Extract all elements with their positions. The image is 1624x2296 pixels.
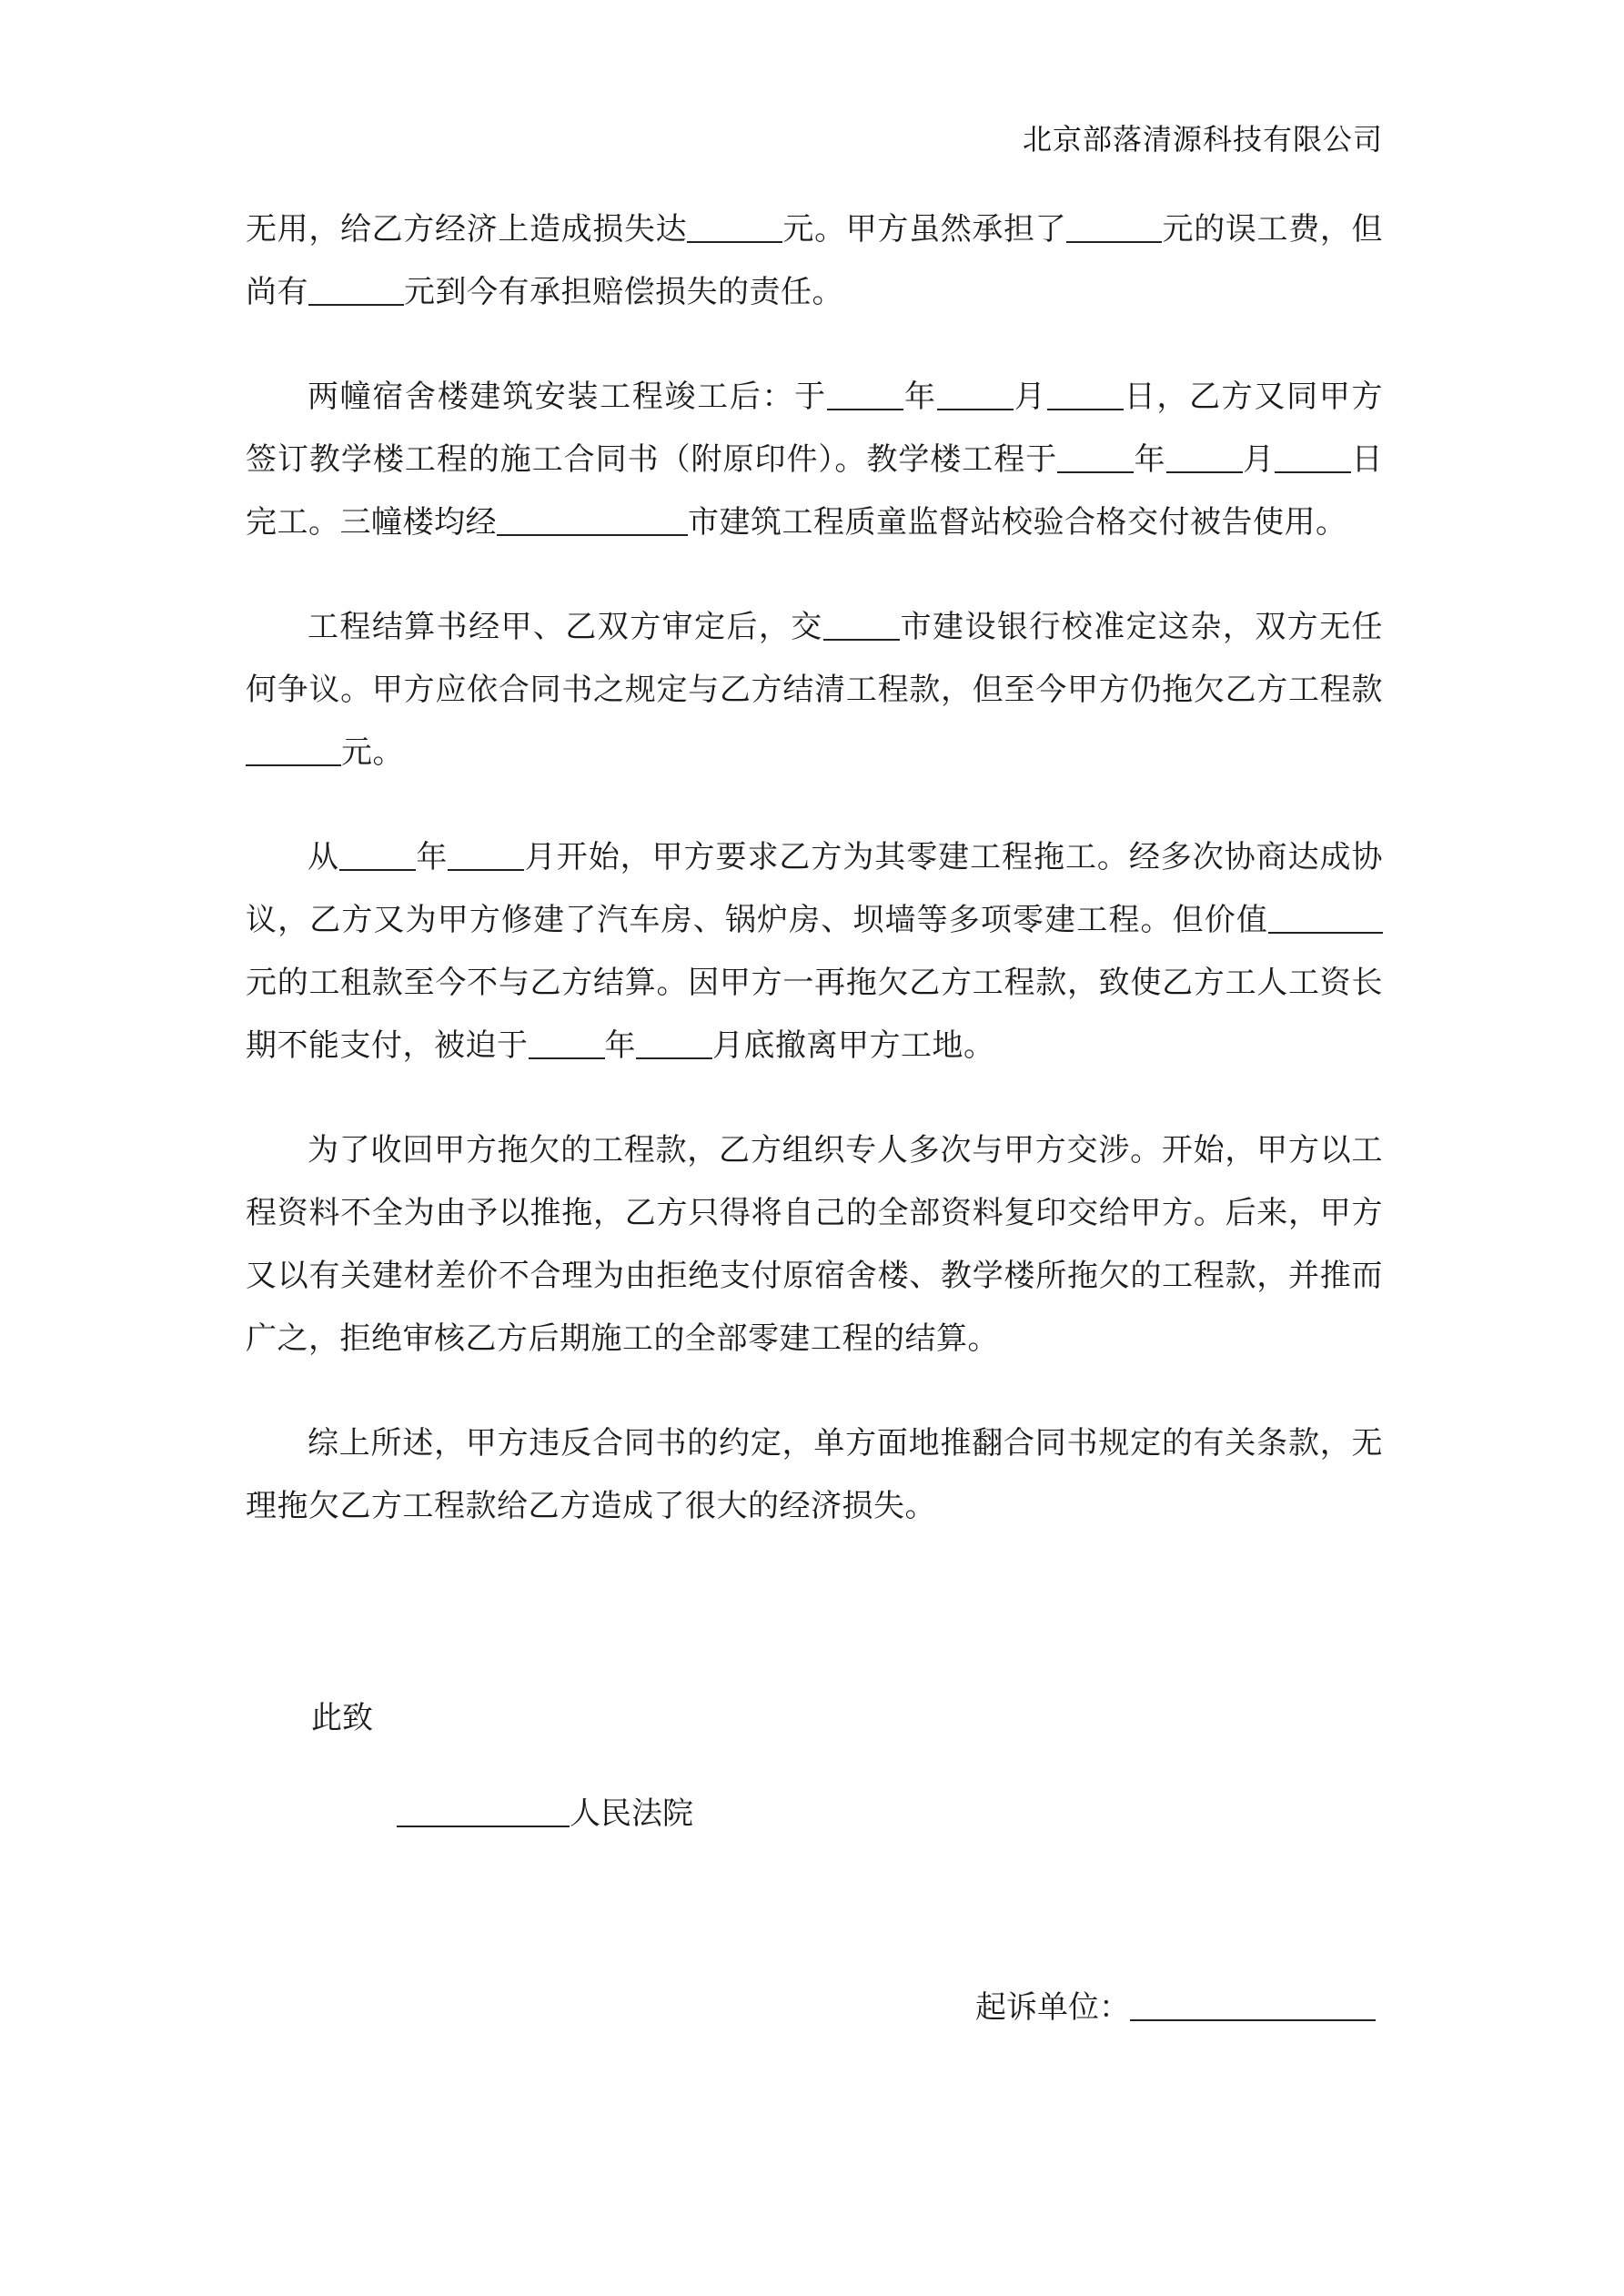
fill-in-blank	[823, 608, 900, 641]
paragraph-text: 元。甲方虽然承担了	[782, 211, 1067, 248]
fill-in-blank	[1268, 901, 1383, 934]
paragraph-text: 从	[308, 839, 339, 875]
fill-in-blank	[497, 503, 688, 536]
paragraph-text: 年	[415, 839, 449, 875]
salutation: 此致	[311, 1700, 373, 1736]
paragraph-text: 日，乙方又同甲方签订教学楼工程的施工合同书（附原印件）。教学楼工程于	[246, 379, 1384, 478]
fill-in-blank	[827, 378, 903, 410]
paragraph-text: 为了收回甲方拖欠的工程款，乙方组织专人多次与甲方交涉。开始，甲方以工程资料不全为由予以推拖，乙方只得将自己的全部资料复印交给甲方。后来，甲方又以有关建材差价不合理为由拒绝支付原宿舍楼、教学楼所拖欠的工程款，并推而广之，拒绝审核乙方后期施工的全部零建工程的结算。	[246, 1132, 1383, 1357]
paragraph-text: 日完工。三幢楼均经	[246, 441, 1384, 541]
paragraph-text: 月	[1242, 441, 1276, 478]
fill-in-blank	[1166, 440, 1243, 473]
paragraph-text: 元到今有承担赔偿损失的责任。	[404, 274, 843, 310]
document-body	[246, 198, 1383, 1580]
paragraph-text: 无用，给乙方经济上造成损失达	[246, 211, 688, 248]
fill-in-blank	[448, 838, 524, 871]
paragraph-text: 元。	[341, 734, 404, 771]
court-line	[397, 1788, 693, 1833]
court-suffix: 人民法院	[570, 1795, 693, 1832]
fill-in-blank	[1047, 378, 1124, 410]
paragraph-6	[246, 1412, 1383, 1538]
paragraph-text: 市建设银行校准定这杂，双方无任何争议。甲方应依合同书之规定与乙方结清工程款，但至今甲方仍拖欠乙方工程款	[246, 609, 1384, 708]
fill-in-blank	[529, 1027, 605, 1059]
paragraph-text: 年	[1134, 441, 1166, 478]
paragraph-text: 月开始，甲方要求乙方为其零建工程拖工。经多次协商达成协议，乙方又为甲方修建了汽车房、锅炉房、坝墙等多项零建工程。但价值	[246, 839, 1384, 938]
fill-in-blank	[1057, 440, 1134, 473]
paragraph-text: 年	[604, 1027, 636, 1064]
fill-in-blank	[687, 210, 782, 243]
paragraph-text: 市建筑工程质童监督站校验合格交付被告使用。	[688, 504, 1347, 541]
paragraph-4	[246, 826, 1383, 1077]
paragraph-5	[246, 1119, 1383, 1371]
paragraph-text: 年	[903, 379, 937, 415]
fill-in-blank	[937, 378, 1014, 410]
paragraph-text: 元的工租款至今不与乙方结算。因甲方一再拖欠乙方工程款，致使乙方工人工资长期不能支付，被迫于	[246, 965, 1383, 1064]
fill-in-blank	[636, 1027, 712, 1059]
paragraph-1	[246, 198, 1383, 324]
company-header: 北京部落清源科技有限公司	[1022, 122, 1383, 157]
signer-label: 起诉单位：	[975, 1989, 1130, 2026]
paragraph-2	[246, 366, 1383, 554]
signer-blank	[1130, 1988, 1376, 2021]
fill-in-blank	[246, 733, 341, 766]
fill-in-blank	[1275, 440, 1351, 473]
paragraph-text: 两幢宿舍楼建筑安装工程竣工后：于	[308, 379, 827, 415]
paragraph-text: 工程结算书经甲、乙双方审定后，交	[308, 609, 823, 645]
fill-in-blank	[308, 273, 404, 306]
paragraph-3	[246, 596, 1383, 784]
paragraph-text: 综上所述，甲方违反合同书的约定，单方面地推翻合同书规定的有关条款，无理拖欠乙方工程款给乙方造成了很大的经济损失。	[246, 1425, 1383, 1524]
fill-in-blank	[339, 838, 416, 871]
paragraph-text: 月底撤离甲方工地。	[712, 1027, 995, 1064]
court-blank	[397, 1795, 570, 1827]
paragraph-text: 月	[1013, 379, 1047, 415]
signer-line	[975, 1982, 1376, 2027]
paragraph-text: 元的误工费，但尚有	[246, 211, 1384, 310]
fill-in-blank	[1066, 210, 1162, 243]
